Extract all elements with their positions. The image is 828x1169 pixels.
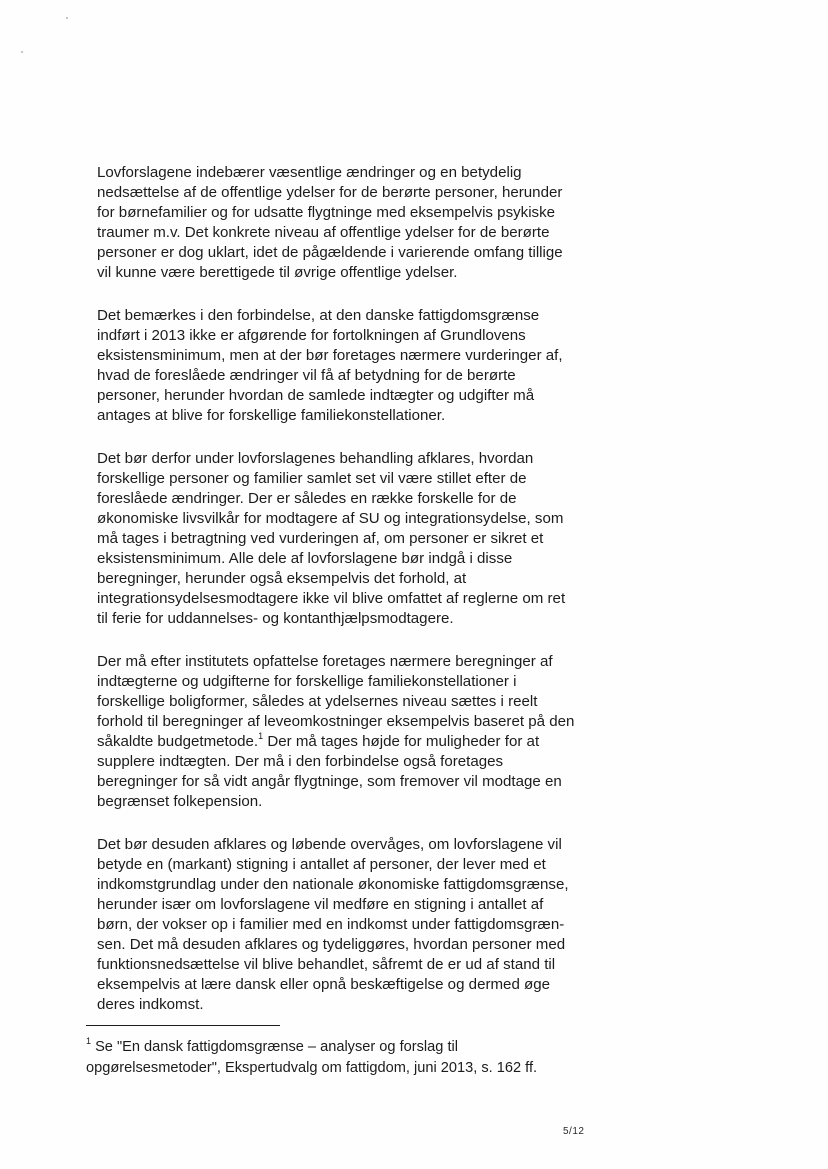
scan-speck	[66, 17, 68, 19]
text-line: økonomiske livsvilkår for modtagere af SU og integrationsydelse, som	[97, 510, 564, 527]
scan-speck	[21, 51, 23, 53]
text-line: eksistensminimum. Alle dele af lovforslagene bør indgå i disse	[97, 550, 513, 567]
text-line: antages at blive for forskellige familiekonstellationer.	[97, 407, 446, 424]
text-line: integrationsydelsesmodtagere ikke vil blive omfattet af reglerne om ret	[97, 590, 566, 607]
text-line: deres indkomst.	[97, 996, 204, 1013]
text-line: indtægterne og udgifterne for forskellige familiekonstellationer i	[97, 673, 517, 690]
text-line: Det bemærkes i den forbindelse, at den danske fattigdomsgrænse	[97, 307, 540, 324]
text-line: vil kunne være berettigede til øvrige offentlige ydelser.	[97, 264, 458, 281]
text-line: forskellige boligformer, således at ydelsernes niveau sættes i reelt	[97, 693, 538, 710]
paragraph-5	[97, 835, 567, 1015]
text-fragment: Der må tages højde for muligheder for at	[263, 733, 540, 750]
footnote-separator	[86, 1025, 280, 1026]
text-line: må tages i betragtning ved vurderingen af, om personer er sikret et	[97, 530, 544, 547]
text-line: Det bør desuden afklares og løbende overvåges, om lovforslagene vil	[97, 836, 562, 853]
text-line: børn, der vokser op i familier med en indkomst under fattigdomsgræn-	[97, 916, 565, 933]
paragraph-1	[97, 163, 567, 283]
text-line: Der må efter institutets opfattelse foretages nærmere beregninger af	[97, 653, 553, 670]
text-line: traumer m.v. Det konkrete niveau af offentlige ydelser for de berørte	[97, 224, 550, 241]
paragraph-2	[97, 306, 567, 426]
text-line: indført i 2013 ikke er afgørende for fortolkningen af Grundlovens	[97, 327, 526, 344]
text-line: forskellige personer og familier samlet set vil være stillet efter de	[97, 470, 527, 487]
footnote-marker: 1	[86, 1036, 92, 1047]
text-fragment: såkaldte budgetmetode.	[97, 733, 259, 750]
footnote	[86, 1037, 566, 1079]
page-number: 5/12	[563, 1126, 585, 1137]
text-line: Det bør derfor under lovforslagenes behandling afklares, hvordan	[97, 450, 534, 467]
text-line: forhold til beregninger af leveomkostninger eksempelvis baseret på den	[97, 713, 575, 730]
text-line: personer, herunder hvordan de samlede indtægter og udgifter må	[97, 387, 535, 404]
text-line: personer er dog uklart, idet de pågældende i varierende omfang tillige	[97, 244, 563, 261]
text-line: begrænset folkepension.	[97, 793, 263, 810]
text-line: sen. Det må desuden afklares og tydeliggøres, hvordan personer med	[97, 936, 566, 953]
text-line: funktionsnedsættelse vil blive behandlet, såfremt de er ud af stand til	[97, 956, 556, 973]
text-line: for børnefamilier og for udsatte flygtninge med eksempelvis psykiske	[97, 204, 556, 221]
text-line: beregninger, herunder også eksempelvis det forhold, at	[97, 570, 467, 587]
text-line: hvad de foreslåede ændringer vil få af betydning for de berørte	[97, 367, 516, 384]
paragraph-4	[97, 652, 575, 812]
text-line: nedsættelse af de offentlige ydelser for de berørte personer, herunder	[97, 184, 563, 201]
text-line: eksistensminimum, men at der bør foretages nærmere vurderinger af,	[97, 347, 563, 364]
text-line: herunder især om lovforslagene vil medføre en stigning i antallet af	[97, 896, 544, 913]
body-text	[97, 163, 575, 1038]
text-line: supplere indtægten. Der må i den forbindelse også foretages	[97, 753, 504, 770]
text-line: beregninger for så vidt angår flygtninge, som fremover vil modtage en	[97, 773, 562, 790]
text-line: foreslåede ændringer. Der er således en række forskelle for de	[97, 490, 517, 507]
footnote-line	[86, 1037, 566, 1058]
footnote-line: opgørelsesmetoder", Ekspertudvalg om fattigdom, juni 2013, s. 162 ff.	[86, 1060, 538, 1076]
paragraph-3	[97, 449, 567, 629]
footnote-reference: 1	[258, 730, 264, 741]
text-line-with-footnote-ref	[97, 732, 567, 752]
footnote-text: Se "En dansk fattigdomsgrænse – analyser og forslag til	[91, 1039, 458, 1055]
text-line: indkomstgrundlag under den nationale økonomiske fattigdomsgrænse,	[97, 876, 569, 893]
text-line: betyde en (markant) stigning i antallet af personer, der lever med et	[97, 856, 546, 873]
text-line: til ferie for uddannelses- og kontanthjælpsmodtagere.	[97, 610, 454, 627]
text-line: Lovforslagene indebærer væsentlige ændringer og en betydelig	[97, 164, 522, 181]
text-line: eksempelvis at lære dansk eller opnå beskæftigelse og dermed øge	[97, 976, 551, 993]
